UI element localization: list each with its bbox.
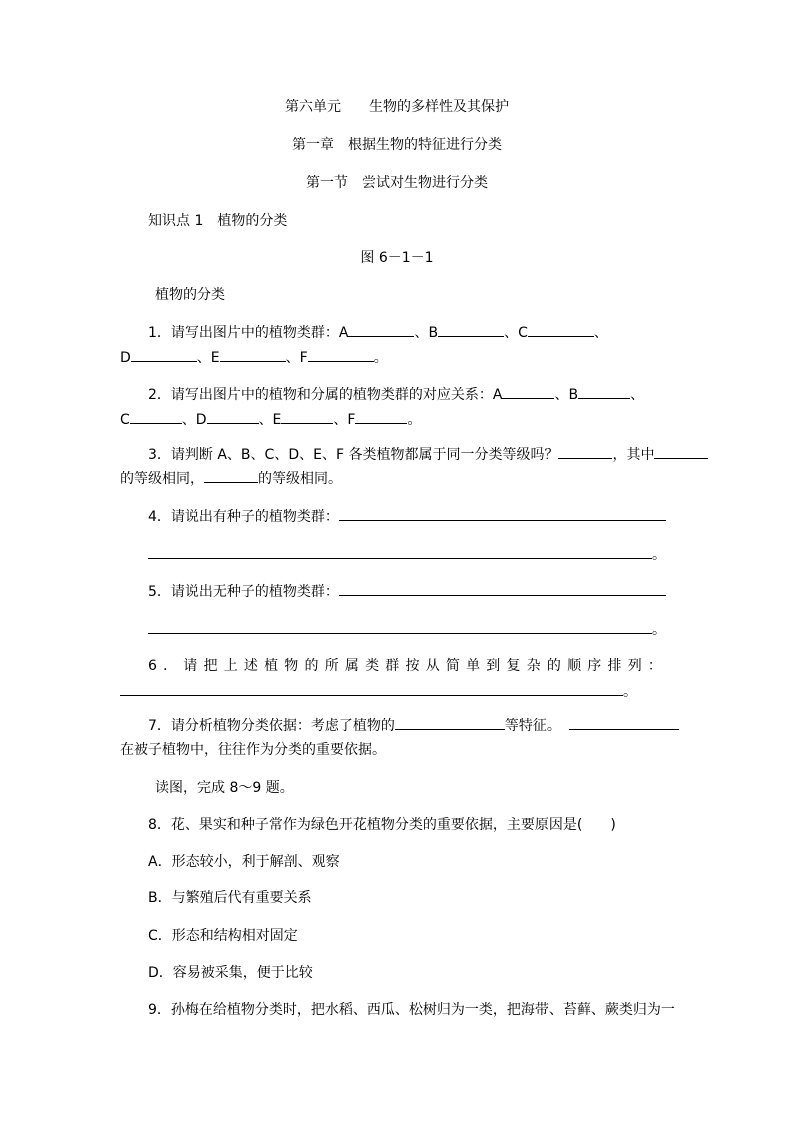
answer-blank-c[interactable]	[528, 322, 594, 337]
q3-text-b: 的等级相同。	[258, 471, 342, 487]
knowledge-point: 知识点 1 植物的分类	[148, 213, 288, 229]
q1-tail: 、	[593, 325, 608, 341]
question-2-line-2	[120, 409, 421, 430]
q1-end: 。	[373, 350, 388, 366]
question-2-line-1	[148, 384, 644, 405]
question-1-line-1	[148, 322, 608, 343]
answer-blank-f[interactable]	[355, 409, 407, 424]
question-1-line-2	[120, 347, 388, 368]
q4-stem: 4．请说出有种子的植物类群：	[148, 509, 339, 525]
answer-blank-seedless-plants-cont[interactable]	[148, 619, 652, 634]
answer-blank-features[interactable]	[395, 715, 505, 730]
q1-label-f: 、F	[285, 350, 308, 366]
question-3-line-2	[120, 468, 342, 489]
answer-blank-a[interactable]	[348, 322, 414, 337]
section-title: 第一节 尝试对生物进行分类	[306, 175, 488, 191]
answer-blank-seed-plants-cont[interactable]	[148, 544, 652, 559]
option-d[interactable]: D．容易被采集，便于比较	[148, 965, 313, 981]
question-7-line-2: 在被子植物中，往往作为分类的重要依据。	[120, 742, 386, 758]
q1-label-b: 、B	[414, 325, 439, 341]
q3-text-a: 的等级相同，	[120, 471, 204, 487]
q2-label-b: 、B	[554, 387, 579, 403]
q2-prefix: 2．请写出图片中的植物和分属的植物类群的对应关系：A	[148, 387, 503, 403]
q1-label-c: 、C	[504, 325, 528, 341]
unit-name: 生物的多样性及其保护	[369, 99, 509, 115]
question-5-line-2	[148, 619, 666, 640]
answer-blank-seedless-plants[interactable]	[339, 581, 666, 596]
answer-blank-order[interactable]	[120, 681, 623, 696]
answer-blank-d[interactable]	[207, 409, 259, 424]
question-5-line-1	[148, 581, 666, 602]
question-3-line-1	[148, 444, 708, 465]
question-9-stem: 9．孙梅在给植物分类时，把水稻、西瓜、松树归为一类，把海带、苔藓、蕨类归为一	[148, 1002, 675, 1018]
q1-label-e: 、E	[196, 350, 220, 366]
option-c[interactable]: C．形态和结构相对固定	[148, 928, 298, 944]
answer-blank-b[interactable]	[578, 384, 630, 399]
q4-end: 。	[652, 547, 666, 563]
answer-blank-same-level[interactable]	[558, 444, 612, 459]
answer-blank-c[interactable]	[130, 409, 182, 424]
answer-blank-group-1[interactable]	[654, 444, 708, 459]
unit-title	[0, 97, 794, 117]
q1-prefix: 1．请写出图片中的植物类群：A	[148, 325, 349, 341]
answer-blank-a[interactable]	[502, 384, 554, 399]
question-4-line-2	[148, 544, 666, 565]
read-prompt: 读图，完成 8～9 题。	[155, 780, 294, 796]
answer-blank-angiosperm-basis[interactable]	[569, 715, 679, 730]
q2-label-d: 、D	[181, 412, 207, 428]
figure-subtitle: 植物的分类	[155, 287, 225, 303]
answer-blank-d[interactable]	[131, 347, 197, 362]
question-8-stem: 8．花、果实和种子常作为绿色开花植物分类的重要依据，主要原因是( )	[148, 817, 616, 833]
answer-blank-e[interactable]	[281, 409, 333, 424]
answer-blank-b[interactable]	[438, 322, 504, 337]
figure-caption: 图 6－1－1	[360, 250, 434, 266]
q2-end: 。	[407, 412, 422, 428]
q2-tail: 、	[630, 387, 645, 403]
question-4-line-1	[148, 506, 666, 527]
question-7-line-1	[148, 715, 679, 736]
question-6-line-1: 6．请把上述植物的所属类群按从简单到复杂的顺序排列：	[148, 658, 669, 674]
unit-number: 第六单元	[285, 99, 341, 115]
q6-end: 。	[623, 684, 637, 700]
q2-label-c: C	[120, 412, 130, 428]
q7-stem-a: 7．请分析植物分类依据：考虑了植物的	[148, 718, 395, 734]
answer-blank-f[interactable]	[308, 347, 374, 362]
option-a[interactable]: A．形态较小，利于解剖、观察	[148, 854, 340, 870]
answer-blank-seed-plants[interactable]	[339, 506, 666, 521]
question-6-line-2	[120, 681, 637, 702]
answer-blank-e[interactable]	[220, 347, 286, 362]
option-b[interactable]: B．与繁殖后代有重要关系	[148, 890, 312, 906]
q3-mid: ，其中	[612, 447, 655, 463]
q2-label-f: 、F	[333, 412, 356, 428]
chapter-title: 第一章 根据生物的特征进行分类	[292, 137, 502, 153]
q5-end: 。	[652, 622, 666, 638]
q2-label-e: 、E	[258, 412, 282, 428]
q3-stem: 3．请判断 A、B、C、D、E、F 各类植物都属于同一分类等级吗？	[148, 447, 559, 463]
q7-stem-b: 等特征。	[504, 718, 561, 734]
answer-blank-group-2[interactable]	[204, 468, 258, 483]
q5-stem: 5．请说出无种子的植物类群：	[148, 584, 339, 600]
q1-label-d: D	[120, 350, 131, 366]
